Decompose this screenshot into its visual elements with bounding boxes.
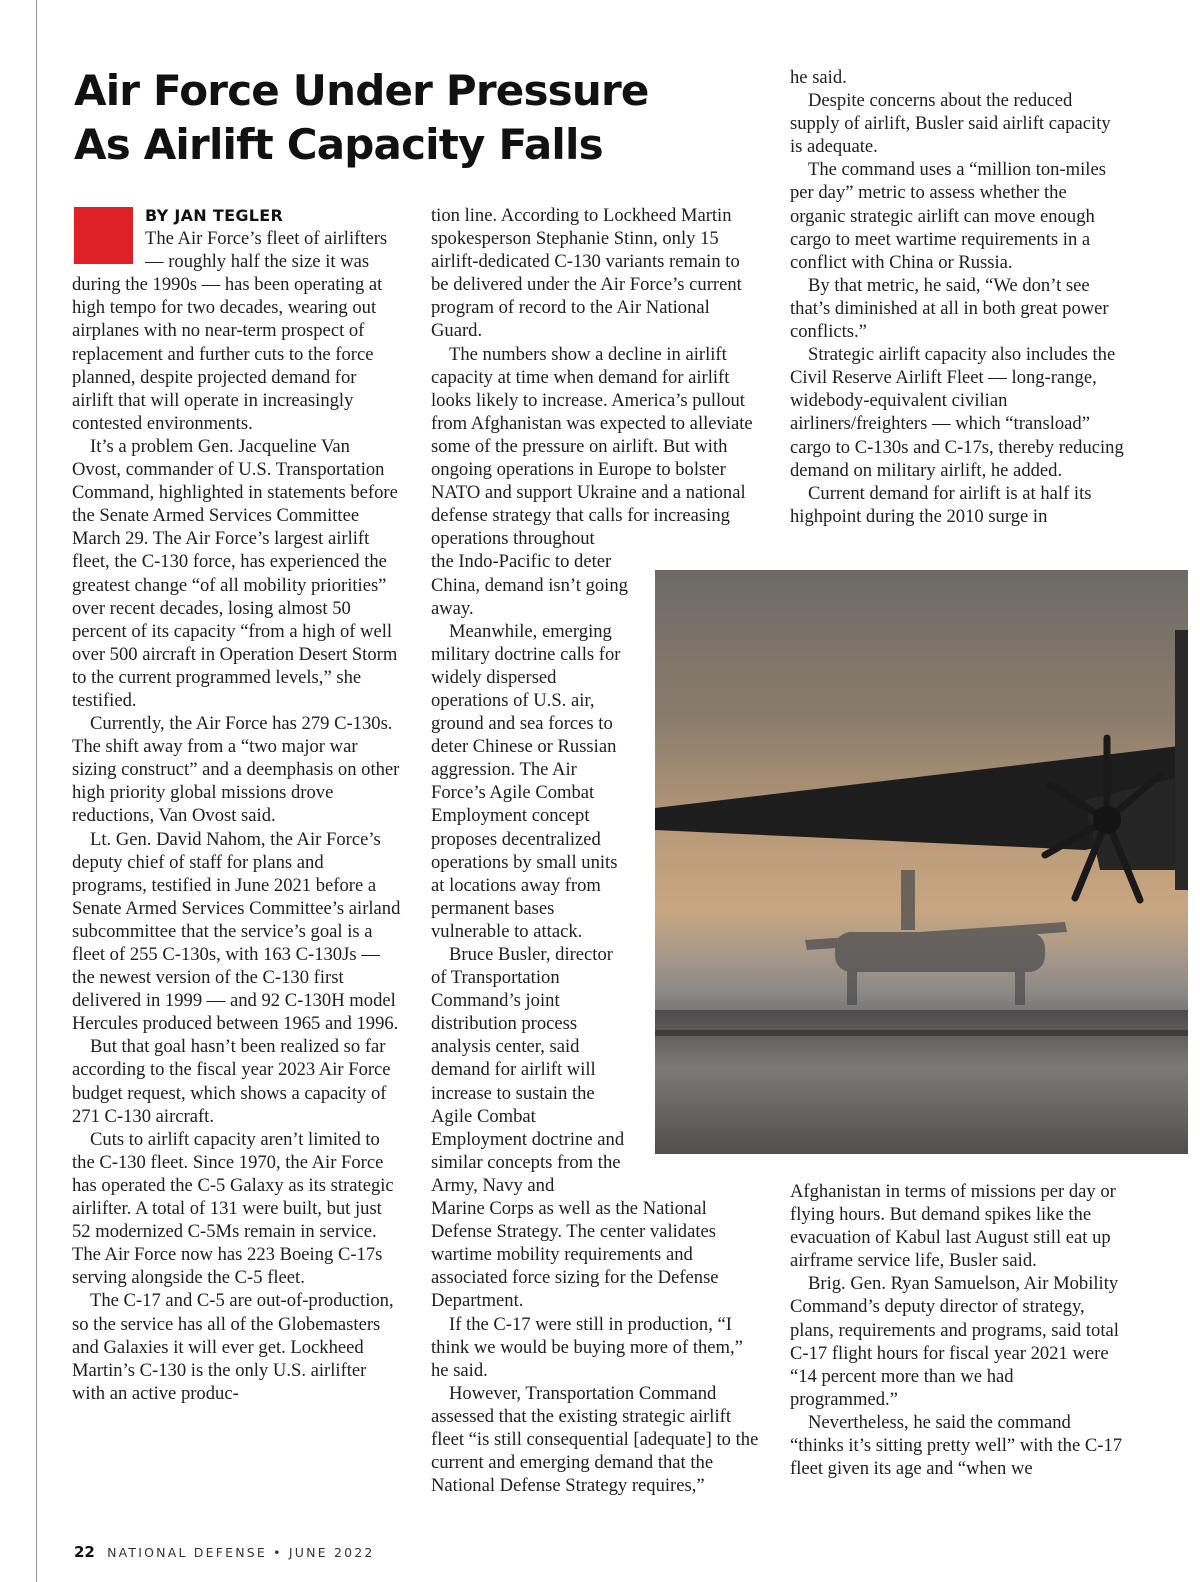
paragraph: he said. <box>790 67 847 88</box>
paragraph: the Indo-Pacific to deter China, demand isn’t going away. <box>431 551 628 619</box>
paragraph: If the C-17 were still in production, “I think we would be buying more of them,” he said. <box>431 1313 743 1381</box>
paragraph: The command uses a “million ton-miles per day” metric to assess whether the organic strategic airlift can move enough cargo to meet wartime requirements in a conflict with China or Russia. <box>790 159 1106 273</box>
paragraph: Bruce Busler, director of Transportation Command’s joint distribution process analysis center, said demand for airlift will increase to sustain the Agile Combat Employment doctrine and similar concepts from the Army, Navy and <box>431 944 625 1196</box>
publication-info: NATIONAL DEFENSE • JUNE 2022 <box>107 1545 375 1560</box>
page-number: 22 <box>74 1543 95 1561</box>
paragraph: Currently, the Air Force has 279 C-130s. The shift away from a “two major war sizing construct” and a deemphasis on other high priority global missions drove reductions, Van Ovost said. <box>72 713 400 827</box>
paragraph: Despite concerns about the reduced supply of airlift, Busler said airlift capacity is adequate. <box>790 90 1111 158</box>
paragraph: — roughly half the size it was <box>145 251 370 273</box>
paragraph: Afghanistan in terms of missions per day or flying hours. But demand spikes like the evacuation of Kabul last August still eat up airframe service life, Busler said. <box>790 1181 1116 1272</box>
page-margin-rule <box>36 0 37 1582</box>
paragraph: Lt. Gen. David Nahom, the Air Force’s deputy chief of staff for plans and programs, testified in June 2021 before a Senate Armed Services Committee’s airland subcommittee that the service’s goal is a fleet of 255 C-130s, with 163 C-130Js — the newest version of the C-130 first delivered in 1999 — and 92 C-130H model Hercules produced between 1965 and 1996. <box>72 828 401 1035</box>
paragraph: Meanwhile, emerging military doctrine calls for widely dispersed operations of U.S. air, ground and sea forces to deter Chinese or Russian aggression. The Air Force’s Agile Combat Employment concept proposes decentralized operations by small units at locations away from permanent bases vulnerable to attack. <box>431 620 621 942</box>
paragraph: The numbers show a decline in airlift capacity at time when demand for airlift looks likely to increase. America’s pullout from Afghanistan was expected to alleviate some of the pressure on airlift. But with ongoing operations in Europe to bolster NATO and support Ukraine and a national defense strategy that calls for increasing operations throughout <box>431 343 753 550</box>
article-column-3-bottom <box>790 1180 1126 1480</box>
paragraph: By that metric, he said, “We don’t see that’s diminished at all in both great power conflicts.” <box>790 274 1109 343</box>
c130-aircraft-photo <box>655 570 1188 1154</box>
paragraph: Marine Corps as well as the National Defense Strategy. The center validates wartime mobility requirements and associated force sizing for the Defense Department. <box>431 1198 719 1312</box>
paragraph: Current demand for airlift is at half its highpoint during the 2010 surge in <box>790 482 1092 527</box>
byline: BY JAN TEGLER <box>145 206 284 225</box>
paragraph: Cuts to airlift capacity aren’t limited to the C-130 fleet. Since 1970, the Air Force has operated the C-5 Galaxy as its strategic airlifter. A total of 131 were built, but just 52 modernized C-5Ms remain in service. The Air Force now has 223 Boeing C-17s serving alongside the C-5 fleet. <box>72 1128 394 1289</box>
paragraph: Nevertheless, he said the command “thinks it’s sitting pretty well” with the C-17 fleet given its age and “when we <box>790 1411 1123 1480</box>
paragraph: However, Transportation Command assessed that the existing strategic airlift fleet “is still consequential [adequate] to the current and emerging demand that the National Defense Strategy requires,” <box>431 1382 759 1497</box>
byline-spacer <box>72 204 402 227</box>
paragraph: It’s a problem Gen. Jacqueline Van Ovost, commander of U.S. Transportation Command, highlighted in statements before the Senate Armed Services Committee March 29. The Air Force’s largest airlift fleet, the C-130 force, has experienced the greatest change “of all mobility priorities” over recent decades, losing almost 50 percent of its capacity “from a high of well over 500 aircraft in Operation Desert Storm to the current programmed levels,” she testified. <box>72 435 398 711</box>
paragraph: during the 1990s — has been operating at high tempo for two decades, wearing out airplanes with no near-term prospect of replacement and further cuts to the force planned, despite projected demand for airlift that will operate in increasingly contested environments. <box>72 274 383 434</box>
paragraph: The C-17 and C-5 are out-of-production, so the service has all of the Globemasters and Galaxies it will ever get. Lockheed Martin’s C-130 is the only U.S. airlifter with an active produc- <box>72 1290 394 1404</box>
paragraph: Strategic airlift capacity also includes the Civil Reserve Airlift Fleet — long-range, widebody-equivalent civilian airliners/freighters — which “transload” cargo to C-130s and C-17s, thereby reducing demand on military airlift, he added. <box>790 344 1124 481</box>
article-column-3-top <box>790 66 1126 528</box>
article-title <box>74 64 714 172</box>
paragraph: Brig. Gen. Ryan Samuelson, Air Mobility Command’s deputy director of strategy, plans, requirements and programs, said total C-17 flight hours for fiscal year 2021 were “14 percent more than we had programmed.” <box>790 1273 1119 1410</box>
paragraph: The Air Force’s fleet of airlifters <box>145 228 388 250</box>
title-line-1: Air Force Under Pressure <box>74 66 649 115</box>
page-footer <box>74 1543 375 1561</box>
article-column-1 <box>72 204 402 1405</box>
paragraph: But that goal hasn’t been realized so far according to the fiscal year 2023 Air Force budget request, which shows a capacity of 271 C-130 aircraft. <box>72 1036 391 1127</box>
paragraph: tion line. According to Lockheed Martin spokesperson Stephanie Stinn, only 15 airlift-dedicated C-130 variants remain to be delivered under the Air Force’s current program of record to the Air National Guard. <box>431 205 742 342</box>
title-line-2: As Airlift Capacity Falls <box>74 120 603 169</box>
